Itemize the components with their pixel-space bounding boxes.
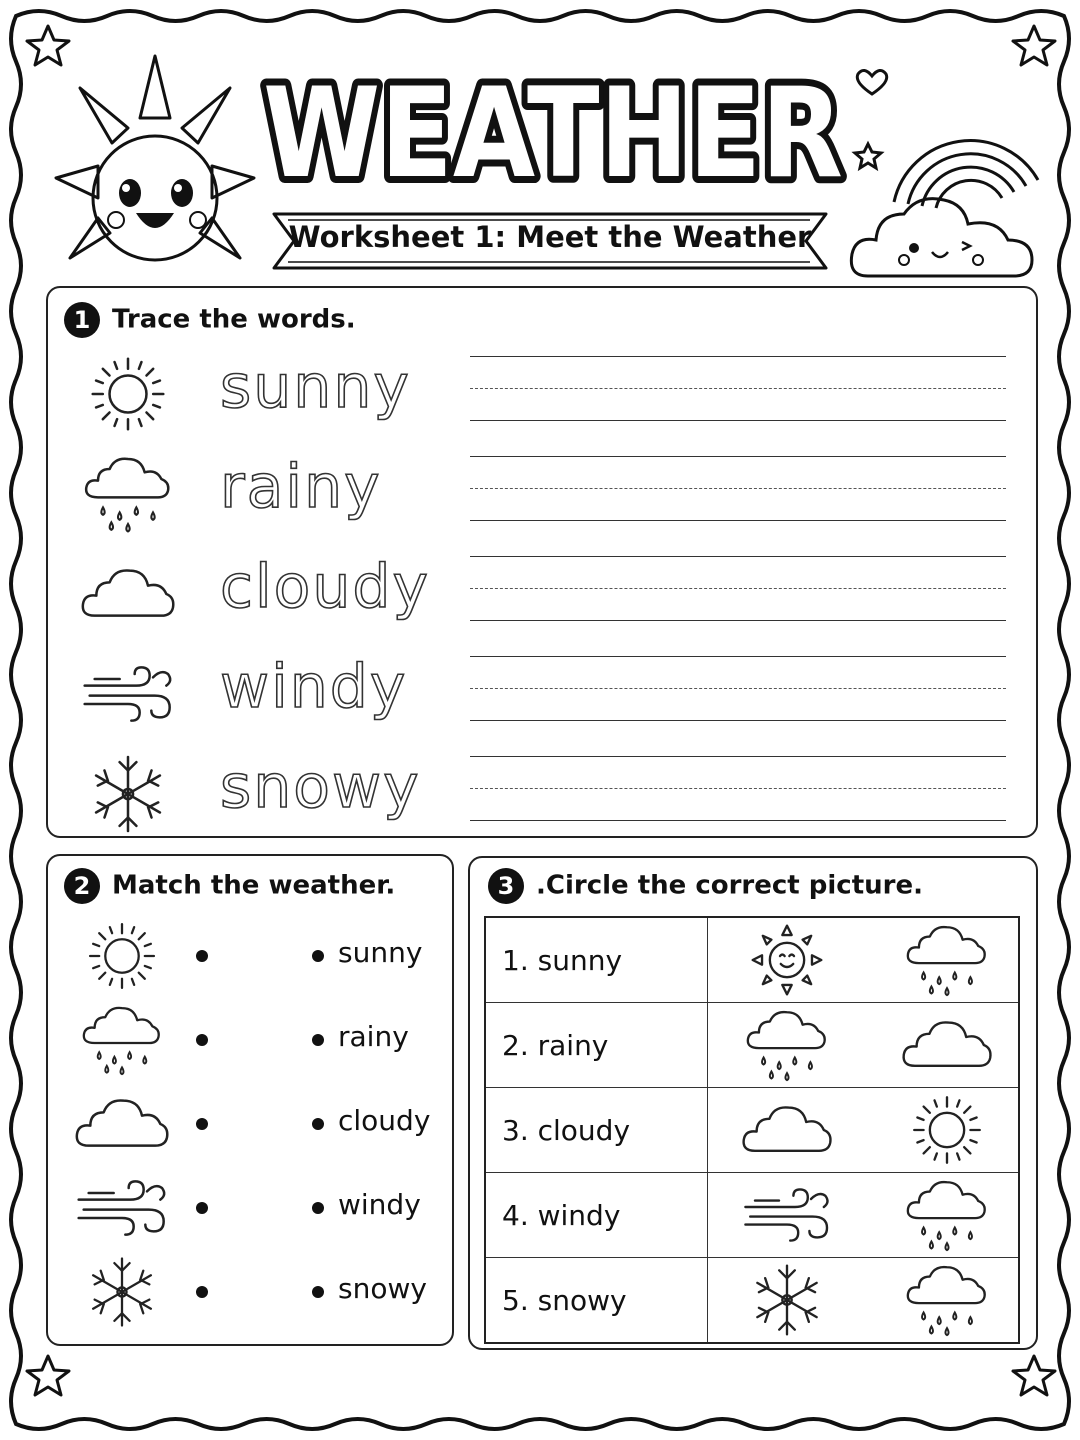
row-label: 5. snowy: [485, 1258, 708, 1344]
writing-lines[interactable]: [470, 456, 1006, 520]
trace-word-snowy: snowy: [220, 752, 421, 822]
match-dot-right[interactable]: [312, 1202, 324, 1214]
rain-cloud-icon: [72, 1002, 172, 1078]
snowflake-icon: [72, 1254, 172, 1330]
section-number: 2: [64, 868, 100, 904]
cloud-icon: [72, 1086, 172, 1162]
cloud-icon: [78, 552, 178, 636]
trace-word-cloudy: cloudy: [220, 552, 430, 622]
row-label: 4. windy: [485, 1173, 708, 1258]
rain-cloud-icon[interactable]: [899, 1176, 995, 1254]
rain-cloud-icon: [78, 452, 178, 536]
star-icon: [27, 1356, 69, 1395]
match-word-sunny: sunny: [338, 936, 423, 969]
match-dot-left[interactable]: [196, 1118, 208, 1130]
svg-text:WEATHER: WEATHER: [263, 62, 843, 206]
trace-word-windy: windy: [220, 652, 408, 722]
smiling-sun-icon: [50, 48, 260, 278]
smiling-sun-icon[interactable]: [739, 921, 835, 999]
section-number: 3: [488, 868, 524, 904]
match-word-cloudy: cloudy: [338, 1104, 431, 1137]
rainbow-cloud-icon: [848, 54, 1048, 284]
match-instruction: Match the weather.: [112, 870, 396, 901]
match-heading: [64, 868, 395, 904]
cloud-icon[interactable]: [739, 1091, 835, 1169]
section-number: 1: [64, 302, 100, 338]
table-row: [485, 1258, 1019, 1344]
circle-table: [484, 916, 1020, 1344]
circle-instruction: .Circle the correct picture.: [536, 870, 923, 901]
writing-lines[interactable]: [470, 556, 1006, 620]
trace-word-sunny: sunny: [220, 352, 411, 422]
wind-icon: [72, 1170, 172, 1246]
rain-cloud-icon[interactable]: [739, 1006, 835, 1084]
writing-lines[interactable]: [470, 356, 1006, 420]
star-icon: [1013, 1356, 1055, 1395]
sun-icon[interactable]: [899, 1091, 995, 1169]
match-word-rainy: rainy: [338, 1020, 409, 1053]
row-label: 1. sunny: [485, 917, 708, 1003]
worksheet-subtitle: Worksheet 1: Meet the Weather: [288, 220, 812, 254]
writing-lines[interactable]: [470, 656, 1006, 720]
wind-icon[interactable]: [739, 1176, 835, 1254]
table-row: [485, 1173, 1019, 1258]
rain-cloud-icon[interactable]: [899, 1261, 995, 1339]
page-title: [258, 58, 848, 206]
rain-cloud-icon[interactable]: [899, 921, 995, 999]
trace-heading: [64, 302, 356, 338]
cloud-icon[interactable]: [899, 1006, 995, 1084]
snowflake-icon[interactable]: [739, 1261, 835, 1339]
match-dot-left[interactable]: [196, 1286, 208, 1298]
table-row: [485, 1088, 1019, 1173]
sun-icon: [72, 918, 172, 994]
match-dot-right[interactable]: [312, 950, 324, 962]
snowflake-icon: [78, 752, 178, 836]
row-label: 2. rainy: [485, 1003, 708, 1088]
match-word-snowy: snowy: [338, 1272, 427, 1305]
match-word-windy: windy: [338, 1188, 421, 1221]
sun-icon: [78, 352, 178, 436]
wind-icon: [78, 652, 178, 736]
row-label: 3. cloudy: [485, 1088, 708, 1173]
match-dot-left[interactable]: [196, 950, 208, 962]
table-row: [485, 1003, 1019, 1088]
match-dot-right[interactable]: [312, 1286, 324, 1298]
match-dot-left[interactable]: [196, 1034, 208, 1046]
match-dot-right[interactable]: [312, 1118, 324, 1130]
trace-instruction: Trace the words.: [112, 304, 356, 335]
match-dot-right[interactable]: [312, 1034, 324, 1046]
match-dot-left[interactable]: [196, 1202, 208, 1214]
table-row: [485, 917, 1019, 1003]
writing-lines[interactable]: [470, 756, 1006, 820]
circle-heading: [488, 868, 923, 904]
trace-word-rainy: rainy: [220, 452, 382, 522]
